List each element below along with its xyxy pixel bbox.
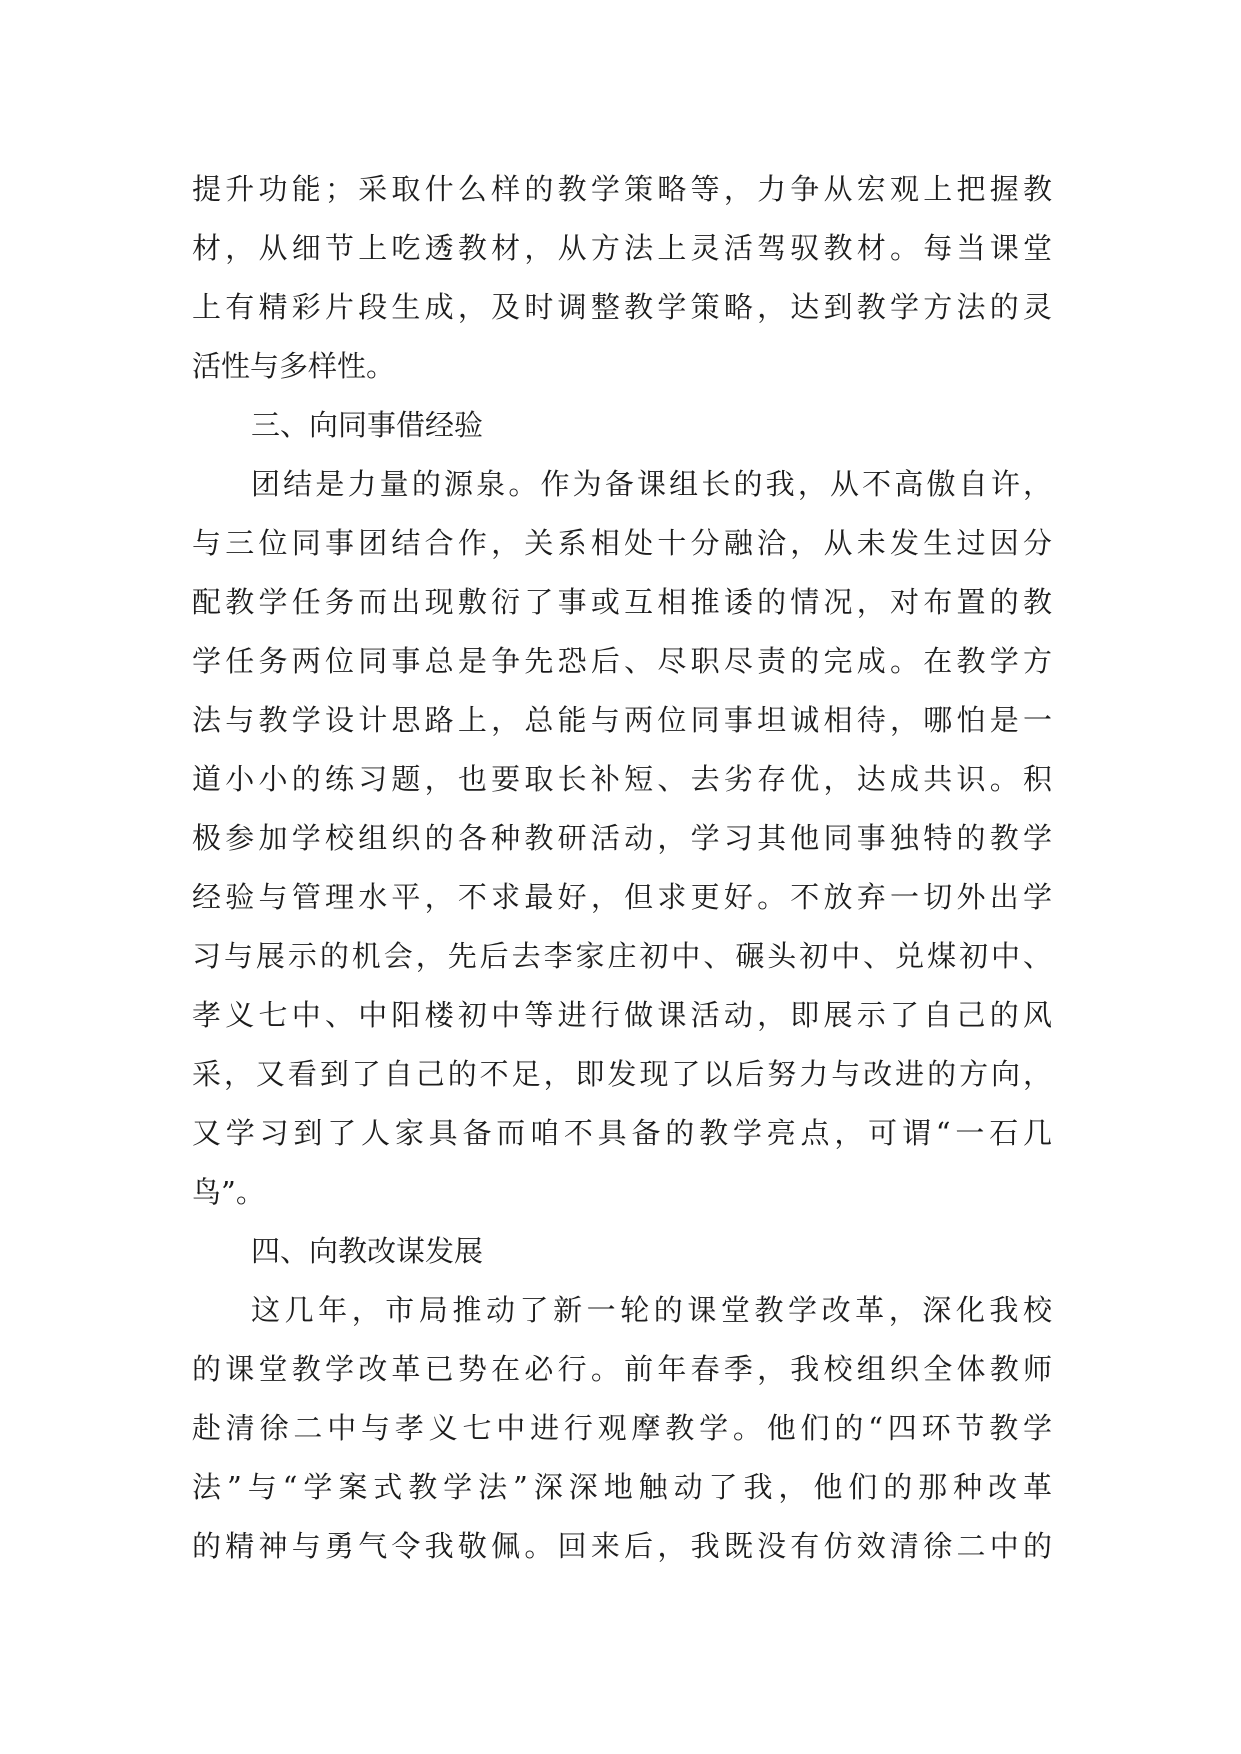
paragraph-line: 道小小的练习题，也要取长补短、去劣存优，达成共识。积 — [192, 762, 1052, 796]
paragraph-line: 与三位同事团结合作，关系相处十分融洽，从未发生过因分 — [192, 526, 1052, 560]
paragraph-line: 活性与多样性。 — [192, 349, 396, 383]
paragraph-line: 学任务两位同事总是争先恐后、尽职尽责的完成。在教学方 — [192, 644, 1052, 678]
paragraph-line: 赴清徐二中与孝义七中进行观摩教学。他们的“四环节教学 — [192, 1411, 1052, 1445]
paragraph-line: 鸟”。 — [192, 1175, 265, 1209]
paragraph-line: 孝义七中、中阳楼初中等进行做课活动，即展示了自己的风 — [192, 998, 1052, 1032]
paragraph-colleagues — [192, 455, 1052, 1222]
document-page — [192, 160, 1052, 1576]
paragraph-line: 团结是力量的源泉。作为备课组长的我，从不高傲自许， — [251, 467, 1052, 501]
section-heading-4: 四、向教改谋发展 — [251, 1234, 484, 1268]
section-heading-3: 三、向同事借经验 — [251, 408, 484, 442]
paragraph-line: 法”与“学案式教学法”深深地触动了我，他们的那种改革 — [192, 1470, 1052, 1504]
paragraph-teaching-strategy — [192, 160, 1052, 396]
paragraph-line: 提升功能；采取什么样的教学策略等，力争从宏观上把握教 — [192, 172, 1052, 206]
paragraph-line: 这几年，市局推动了新一轮的课堂教学改革，深化我校 — [251, 1293, 1052, 1327]
paragraph-line: 上有精彩片段生成，及时调整教学策略，达到教学方法的灵 — [192, 290, 1052, 324]
paragraph-line: 极参加学校组织的各种教研活动，学习其他同事独特的教学 — [192, 821, 1052, 855]
paragraph-line: 的精神与勇气令我敬佩。回来后，我既没有仿效清徐二中的 — [192, 1529, 1052, 1563]
paragraph-line: 的课堂教学改革已势在必行。前年春季，我校组织全体教师 — [192, 1352, 1052, 1386]
paragraph-line: 经验与管理水平，不求最好，但求更好。不放弃一切外出学 — [192, 880, 1052, 914]
paragraph-reform — [192, 1281, 1052, 1576]
paragraph-line: 配教学任务而出现敷衍了事或互相推诿的情况，对布置的教 — [192, 585, 1052, 619]
paragraph-line: 又学习到了人家具备而咱不具备的教学亮点，可谓“一石几 — [192, 1116, 1052, 1150]
paragraph-line: 采，又看到了自己的不足，即发现了以后努力与改进的方向， — [192, 1057, 1052, 1091]
paragraph-line: 材，从细节上吃透教材，从方法上灵活驾驭教材。每当课堂 — [192, 231, 1052, 265]
paragraph-line: 习与展示的机会，先后去李家庄初中、碾头初中、兑煤初中、 — [192, 939, 1052, 973]
paragraph-line: 法与教学设计思路上，总能与两位同事坦诚相待，哪怕是一 — [192, 703, 1052, 737]
